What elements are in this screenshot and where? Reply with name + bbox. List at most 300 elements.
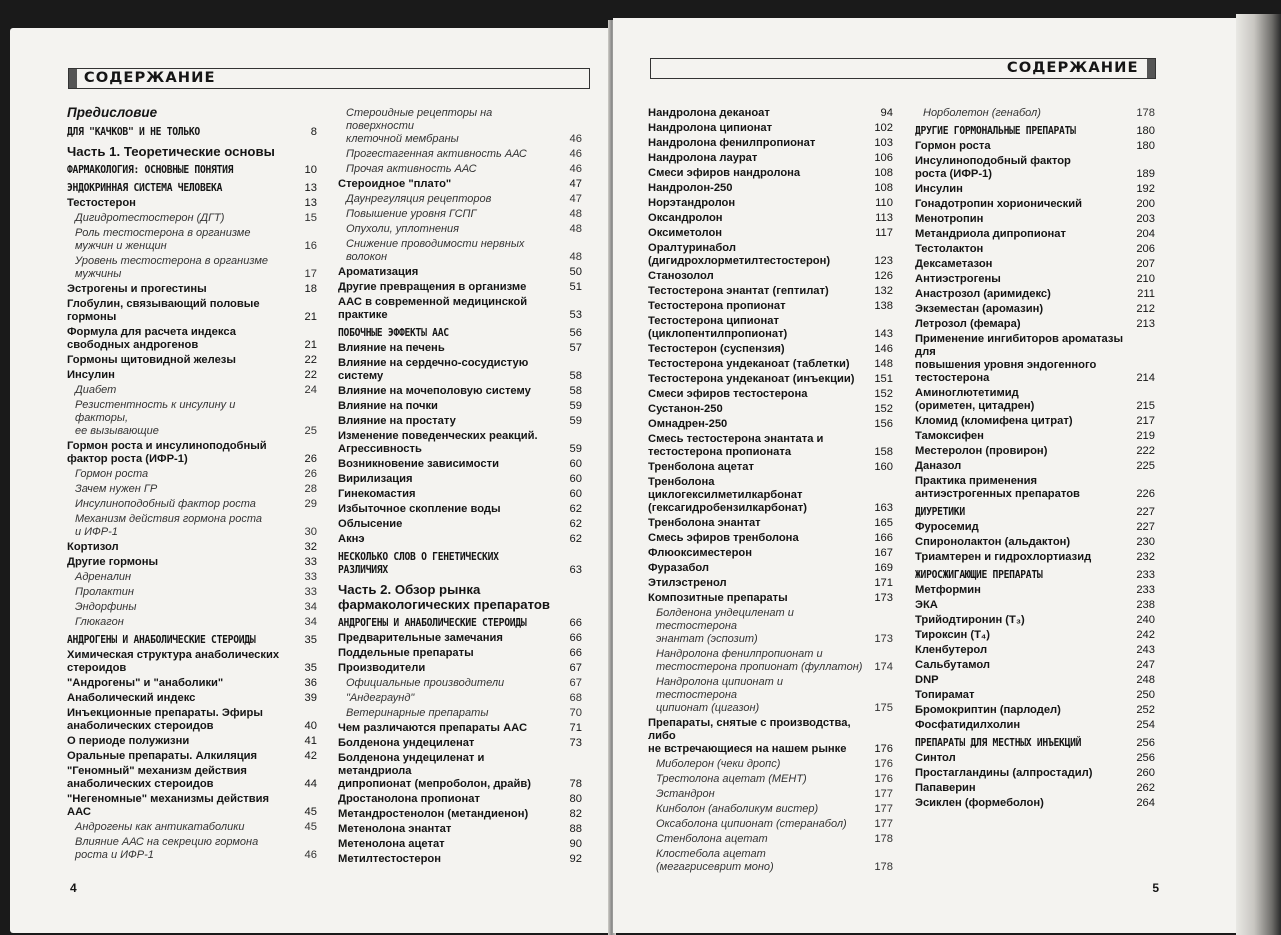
toc-entry-title: Глюкагон xyxy=(75,616,124,628)
toc-entry xyxy=(338,106,582,147)
toc-entry xyxy=(648,647,893,675)
toc-entry-title: Метандриола дипропионат xyxy=(915,228,1066,240)
toc-entry xyxy=(338,487,582,502)
toc-entry xyxy=(338,177,582,192)
toc-entry xyxy=(648,817,893,832)
toc-entry-page: 46 xyxy=(569,148,582,160)
toc-entry-title: Официальные производители xyxy=(346,677,505,689)
toc-entry xyxy=(67,600,317,615)
toc-entry xyxy=(648,357,893,372)
toc-entry-page: 25 xyxy=(304,425,317,437)
toc-entry-page: 26 xyxy=(304,468,317,480)
left-toc-column-2 xyxy=(338,106,582,867)
toc-entry-title: "Андрогены" и "анаболики" xyxy=(67,677,224,689)
toc-entry-title: Инъекционные препараты. Эфиры анаболических стероидов xyxy=(67,707,263,732)
toc-entry-title: Даунрегуляция рецепторов xyxy=(346,193,492,205)
toc-entry-page: 247 xyxy=(1136,659,1155,671)
toc-entry-page: 50 xyxy=(569,266,582,278)
toc-entry xyxy=(338,356,582,384)
toc-entry-title: Норэтандролон xyxy=(648,197,736,209)
toc-entry-title: Облысение xyxy=(338,518,403,530)
toc-entry xyxy=(67,163,317,178)
toc-entry-title: Андрогены как антикатаболики xyxy=(75,821,245,833)
toc-entry-page: 34 xyxy=(304,601,317,613)
toc-entry-title: Тестостерона ундеканоат (таблетки) xyxy=(648,358,850,370)
toc-entry-page: 256 xyxy=(1136,737,1155,749)
toc-entry xyxy=(67,467,317,482)
toc-entry-page: 256 xyxy=(1136,752,1155,764)
toc-entry xyxy=(915,613,1155,628)
toc-entry xyxy=(67,676,317,691)
toc-entry xyxy=(67,540,317,555)
toc-entry-title: Эстрогены и прогестины xyxy=(67,283,207,295)
toc-entry-title: Оксиметолон xyxy=(648,227,723,239)
toc-entry-title: Нандролона фенилпропионат xyxy=(648,137,816,149)
toc-entry-page: 158 xyxy=(874,446,893,458)
toc-entry-title: Нандролона ципионат xyxy=(648,122,773,134)
toc-entry-page: 233 xyxy=(1136,569,1155,581)
toc-entry xyxy=(915,139,1155,154)
toc-entry xyxy=(648,432,893,460)
toc-entry-page: 46 xyxy=(304,849,317,861)
right-header-bar xyxy=(1147,59,1155,78)
toc-entry-title: Производители xyxy=(338,662,426,674)
toc-entry xyxy=(648,136,893,151)
toc-entry-title: Оральные препараты. Алкиляция xyxy=(67,750,258,762)
toc-entry-page: 44 xyxy=(304,778,317,790)
toc-entry-title: Эсиклен (формеболон) xyxy=(915,797,1044,809)
toc-entry xyxy=(67,633,317,648)
toc-entry-title: ДИУРЕТИКИ xyxy=(915,506,965,518)
toc-entry-title: "Геномный" механизм действия анаболических стероидов xyxy=(67,765,247,790)
toc-entry xyxy=(648,196,893,211)
toc-entry xyxy=(67,282,317,297)
toc-entry-page: 177 xyxy=(874,788,893,800)
toc-entry-title: Влияние на печень xyxy=(338,342,445,354)
toc-entry-title: Глобулин, связывающий половые гормоны xyxy=(67,298,260,323)
toc-entry-title: Нандролона лаурат xyxy=(648,152,758,164)
left-header-bar xyxy=(69,69,77,88)
toc-entry-page: 42 xyxy=(304,750,317,762)
toc-entry-title: Избыточное скопление воды xyxy=(338,503,501,515)
toc-entry-page: 215 xyxy=(1136,400,1155,412)
toc-entry-title: ПРЕПАРАТЫ ДЛЯ МЕСТНЫХ ИНЪЕКЦИЙ xyxy=(915,737,1082,749)
toc-entry-title: Болденона ундециленат xyxy=(338,737,475,749)
toc-entry xyxy=(915,796,1155,811)
toc-entry xyxy=(67,181,317,196)
toc-entry xyxy=(67,648,317,676)
toc-entry xyxy=(648,475,893,516)
toc-entry-title: Тамоксифен xyxy=(915,430,984,442)
toc-entry-page: 48 xyxy=(569,251,582,263)
toc-entry xyxy=(648,121,893,136)
toc-entry xyxy=(338,807,582,822)
toc-entry-page: 176 xyxy=(874,743,893,755)
toc-entry xyxy=(915,302,1155,317)
toc-entry-page: 41 xyxy=(304,735,317,747)
left-page xyxy=(10,28,610,933)
toc-entry xyxy=(67,691,317,706)
toc-entry xyxy=(648,516,893,531)
toc-entry-title: Влияние на почки xyxy=(338,400,438,412)
toc-entry xyxy=(67,297,317,325)
toc-entry xyxy=(338,792,582,807)
toc-entry-page: 33 xyxy=(304,586,317,598)
toc-entry-page: 243 xyxy=(1136,644,1155,656)
toc-entry-title: Гормоны щитовидной железы xyxy=(67,354,236,366)
toc-entry-page: 200 xyxy=(1136,198,1155,210)
toc-entry xyxy=(915,688,1155,703)
toc-entry-title: Гормон роста xyxy=(915,140,991,152)
toc-entry-title: Местеролон (провирон) xyxy=(915,445,1048,457)
toc-entry-title: ФАРМАКОЛОГИЯ: ОСНОВНЫЕ ПОНЯТИЯ xyxy=(67,164,234,176)
toc-entry-page: 15 xyxy=(304,212,317,224)
toc-entry-page: 177 xyxy=(874,818,893,830)
toc-entry xyxy=(338,517,582,532)
toc-entry-title: Сальбутамол xyxy=(915,659,991,671)
toc-entry-page: 262 xyxy=(1136,782,1155,794)
toc-entry xyxy=(915,272,1155,287)
toc-entry-title: Эндорфины xyxy=(75,601,137,613)
toc-entry xyxy=(338,691,582,706)
toc-entry-page: 59 xyxy=(569,443,582,455)
toc-entry xyxy=(67,570,317,585)
toc-entry xyxy=(915,505,1155,520)
toc-entry-title: Фуразабол xyxy=(648,562,710,574)
toc-entry xyxy=(338,280,582,295)
toc-entry-title: Кинболон (анаболикум вистер) xyxy=(656,803,819,815)
toc-entry xyxy=(915,520,1155,535)
toc-entry-page: 36 xyxy=(304,677,317,689)
toc-entry-title: Эстандрон xyxy=(656,788,715,800)
toc-entry-title: Болденона ундециленат и тестостерона энантат (эспозит) xyxy=(656,607,794,645)
toc-entry-title: Пролактин xyxy=(75,586,134,598)
toc-entry-title: Прогестагенная активность ААС xyxy=(346,148,527,160)
toc-entry-page: 106 xyxy=(874,152,893,164)
toc-entry-page: 8 xyxy=(310,126,317,138)
toc-entry xyxy=(915,643,1155,658)
toc-entry xyxy=(648,546,893,561)
toc-entry-page: 62 xyxy=(569,533,582,545)
toc-entry-page: 63 xyxy=(569,564,582,576)
toc-entry-title: Тестостерон (суспензия) xyxy=(648,343,785,355)
toc-entry-page: 260 xyxy=(1136,767,1155,779)
toc-entry-page: 22 xyxy=(304,354,317,366)
toc-entry-page: 180 xyxy=(1136,140,1155,152)
toc-entry xyxy=(648,802,893,817)
toc-entry xyxy=(915,154,1155,182)
toc-entry-title: Тренболона циклогексилметилкарбонат (гексагидробензилкарбонат) xyxy=(648,476,807,514)
toc-entry-page: 51 xyxy=(569,281,582,293)
toc-entry-title: Влияние на простату xyxy=(338,415,456,427)
toc-entry xyxy=(915,444,1155,459)
toc-entry-page: 222 xyxy=(1136,445,1155,457)
toc-entry-page: 60 xyxy=(569,458,582,470)
toc-entry-title: Гинекомастия xyxy=(338,488,416,500)
toc-entry-page: 117 xyxy=(875,227,893,239)
toc-entry-title: Фуросемид xyxy=(915,521,979,533)
toc-entry xyxy=(67,749,317,764)
toc-entry-title: Флюоксиместерон xyxy=(648,547,753,559)
toc-entry-page: 230 xyxy=(1136,536,1155,548)
toc-entry xyxy=(67,706,317,734)
toc-entry-title: Зачем нужен ГР xyxy=(75,483,158,495)
toc-entry-page: 80 xyxy=(569,793,582,805)
right-header-title: СОДЕРЖАНИЕ xyxy=(1006,60,1139,76)
toc-entry xyxy=(915,781,1155,796)
toc-entry xyxy=(915,628,1155,643)
toc-entry-title: Практика применения антиэстрогенных препаратов xyxy=(915,475,1080,500)
toc-entry-title: Даназол xyxy=(915,460,962,472)
toc-entry-page: 227 xyxy=(1136,521,1155,533)
toc-entry-title: Ароматизация xyxy=(338,266,419,278)
toc-entry-page: 204 xyxy=(1136,228,1155,240)
toc-entry-title: Оралтуринабол (дигидрохлорметилтестостерон) xyxy=(648,242,831,267)
toc-entry xyxy=(648,269,893,284)
toc-entry-page: 180 xyxy=(1136,125,1155,137)
toc-entry-page: 67 xyxy=(569,677,582,689)
toc-entry-page: 233 xyxy=(1136,584,1155,596)
toc-entry-title: Изменение поведенческих реакций. Агрессивность xyxy=(338,430,538,455)
toc-entry-title: ЭКА xyxy=(915,599,938,611)
toc-entry xyxy=(648,716,893,757)
toc-entry xyxy=(67,482,317,497)
toc-entry xyxy=(648,832,893,847)
toc-entry xyxy=(67,325,317,353)
toc-entry xyxy=(915,242,1155,257)
toc-entry-page: 13 xyxy=(304,197,317,209)
toc-entry-title: Формула для расчета индекса свободных андрогенов xyxy=(67,326,236,351)
toc-entry-title: Другие превращения в организме xyxy=(338,281,527,293)
toc-entry xyxy=(648,787,893,802)
toc-entry-title: Стероидные рецепторы на поверхности клеточной мембраны xyxy=(346,107,493,145)
left-header-title: СОДЕРЖАНИЕ xyxy=(83,70,216,86)
toc-entry-page: 152 xyxy=(874,388,893,400)
toc-entry-page: 210 xyxy=(1136,273,1155,285)
toc-entry-page: 156 xyxy=(874,418,893,430)
toc-entry-page: 178 xyxy=(874,833,893,845)
toc-entry xyxy=(67,512,317,540)
toc-entry-title: Инсулин xyxy=(67,369,115,381)
toc-entry-page: 94 xyxy=(880,107,893,119)
toc-entry-page: 18 xyxy=(304,283,317,295)
toc-entry-page: 189 xyxy=(1136,168,1155,180)
toc-entry-title: DNP xyxy=(915,674,939,686)
toc-entry-page: 62 xyxy=(569,518,582,530)
toc-entry xyxy=(915,106,1155,121)
toc-entry-title: Тестостерона энантат (гептилат) xyxy=(648,285,829,297)
toc-entry-page: 26 xyxy=(304,453,317,465)
toc-entry-title: Гонадотропин хорионический xyxy=(915,198,1083,210)
toc-entry xyxy=(648,151,893,166)
toc-entry xyxy=(338,706,582,721)
toc-entry xyxy=(648,675,893,716)
toc-entry-page: 176 xyxy=(874,758,893,770)
toc-entry-title: Стероидное "плато" xyxy=(338,178,452,190)
toc-entry-title: Экземестан (аромазин) xyxy=(915,303,1044,315)
toc-entry-title: Болденона ундециленат и метандриола дипропионат (мепроболон, драйв) xyxy=(338,752,531,790)
toc-entry xyxy=(648,299,893,314)
toc-entry xyxy=(338,207,582,222)
toc-entry-page: 10 xyxy=(304,164,317,176)
toc-entry xyxy=(67,615,317,630)
toc-entry-page: 39 xyxy=(304,692,317,704)
toc-entry xyxy=(338,837,582,852)
toc-entry-title: Нандролона фенилпропионат и тестостерона пропионат (фуллатон) xyxy=(656,648,863,673)
toc-entry-title: "Андеграунд" xyxy=(346,692,415,704)
right-toc-column-2 xyxy=(915,106,1155,811)
toc-entry-title: ЭНДОКРИННАЯ СИСТЕМА ЧЕЛОВЕКА xyxy=(67,182,223,194)
toc-entry-page: 126 xyxy=(874,270,893,282)
toc-entry-title: Часть 1. Теоретические основы xyxy=(67,144,275,159)
toc-entry-title: Механизм действия гормона роста и ИФР-1 xyxy=(75,513,263,538)
toc-entry-page: 166 xyxy=(874,532,893,544)
toc-entry-page: 248 xyxy=(1136,674,1155,686)
toc-entry-page: 108 xyxy=(874,167,893,179)
toc-entry-page: 177 xyxy=(874,803,893,815)
toc-entry-title: Предисловие xyxy=(67,105,158,120)
toc-entry-title: Снижение проводимости нервных волокон xyxy=(346,238,525,263)
toc-entry-page: 22 xyxy=(304,369,317,381)
toc-entry-title: Бромокриптин (парлодел) xyxy=(915,704,1061,716)
toc-entry-page: 232 xyxy=(1136,551,1155,563)
toc-entry-title: Метенолона энантат xyxy=(338,823,452,835)
toc-entry-page: 28 xyxy=(304,483,317,495)
toc-entry xyxy=(338,736,582,751)
toc-entry-title: Сустанон-250 xyxy=(648,403,723,415)
toc-entry-title: Применение ингибиторов ароматазы для повышения уровня эндогенного тестостерона xyxy=(915,333,1124,384)
toc-entry xyxy=(915,182,1155,197)
toc-entry-page: 45 xyxy=(304,821,317,833)
toc-entry-page: 123 xyxy=(874,255,893,267)
toc-entry-title: Дексаметазон xyxy=(915,258,993,270)
toc-entry-title: Оксандролон xyxy=(648,212,723,224)
toc-entry-title: Возникновение зависимости xyxy=(338,458,499,470)
toc-entry-page: 60 xyxy=(569,473,582,485)
toc-entry-page: 47 xyxy=(569,193,582,205)
toc-entry-title: Папаверин xyxy=(915,782,976,794)
toc-entry-page: 108 xyxy=(874,182,893,194)
toc-entry xyxy=(915,317,1155,332)
left-toc-column-1 xyxy=(67,104,317,863)
toc-entry-title: Чем различаются препараты ААС xyxy=(338,722,528,734)
toc-entry xyxy=(67,254,317,282)
toc-entry xyxy=(67,196,317,211)
toc-entry-page: 160 xyxy=(874,461,893,473)
toc-entry xyxy=(915,673,1155,688)
toc-entry-page: 169 xyxy=(874,562,893,574)
toc-entry-title: Станозолол xyxy=(648,270,714,282)
toc-entry-page: 33 xyxy=(304,556,317,568)
toc-entry-page: 47 xyxy=(569,178,582,190)
toc-entry-page: 225 xyxy=(1136,460,1155,472)
toc-entry-page: 178 xyxy=(1136,107,1155,119)
toc-entry-title: Роль тестостерона в организме мужчин и женщин xyxy=(75,227,251,252)
toc-entry-title: Этилэстренол xyxy=(648,577,727,589)
toc-entry-title: Акнэ xyxy=(338,533,365,545)
toc-entry xyxy=(338,429,582,457)
toc-entry-title: Анастрозол (аримидекс) xyxy=(915,288,1051,300)
toc-entry xyxy=(915,332,1155,386)
toc-entry-page: 67 xyxy=(569,662,582,674)
toc-entry xyxy=(338,384,582,399)
toc-entry xyxy=(648,847,893,875)
toc-entry-title: ДЛЯ "КАЧКОВ" И НЕ ТОЛЬКО xyxy=(67,126,200,138)
toc-entry-title: Влияние на сердечно-сосудистую систему xyxy=(338,357,529,382)
toc-entry-title: Смесь тестостерона энантата и тестостерона пропионата xyxy=(648,433,824,458)
toc-entry-page: 165 xyxy=(874,517,893,529)
toc-entry-title: Опухоли, уплотнения xyxy=(346,223,460,235)
toc-entry-title: Кортизол xyxy=(67,541,119,553)
toc-entry-title: Влияние ААС на секрецию гормона роста и ИФР-1 xyxy=(75,836,259,861)
toc-entry-page: 60 xyxy=(569,488,582,500)
page-stack-edge xyxy=(1236,14,1281,935)
toc-entry xyxy=(338,661,582,676)
toc-entry xyxy=(67,226,317,254)
right-page xyxy=(613,18,1239,933)
toc-entry xyxy=(915,429,1155,444)
toc-entry xyxy=(338,751,582,792)
toc-entry-title: Тироксин (Т₄) xyxy=(915,629,990,641)
toc-entry-page: 113 xyxy=(875,212,893,224)
toc-entry-title: Стенболона ацетат xyxy=(656,833,768,845)
toc-entry xyxy=(338,852,582,867)
toc-entry-page: 30 xyxy=(304,526,317,538)
toc-entry xyxy=(67,734,317,749)
toc-entry xyxy=(648,241,893,269)
toc-entry xyxy=(648,531,893,546)
toc-entry xyxy=(338,147,582,162)
toc-entry-page: 264 xyxy=(1136,797,1155,809)
toc-entry-page: 17 xyxy=(304,268,317,280)
toc-entry xyxy=(67,125,317,140)
toc-entry-page: 238 xyxy=(1136,599,1155,611)
toc-entry xyxy=(648,402,893,417)
toc-entry-title: Метенолона ацетат xyxy=(338,838,445,850)
toc-entry xyxy=(648,211,893,226)
toc-entry-page: 103 xyxy=(874,137,893,149)
toc-entry-title: Анаболический индекс xyxy=(67,692,196,704)
toc-entry-page: 45 xyxy=(304,806,317,818)
toc-entry xyxy=(338,721,582,736)
toc-entry xyxy=(338,341,582,356)
toc-entry-title: Адреналин xyxy=(75,571,132,583)
toc-entry xyxy=(338,399,582,414)
toc-entry-page: 206 xyxy=(1136,243,1155,255)
toc-entry-page: 46 xyxy=(569,133,582,145)
toc-entry xyxy=(915,535,1155,550)
toc-entry-page: 214 xyxy=(1136,372,1155,384)
toc-entry xyxy=(67,835,317,863)
toc-entry-page: 151 xyxy=(874,373,893,385)
toc-entry-page: 48 xyxy=(569,223,582,235)
toc-entry-page: 110 xyxy=(875,197,893,209)
toc-entry-page: 178 xyxy=(874,861,893,873)
toc-entry-page: 66 xyxy=(569,647,582,659)
toc-entry-page: 33 xyxy=(304,571,317,583)
toc-entry-page: 90 xyxy=(569,838,582,850)
toc-entry-page: 92 xyxy=(569,853,582,865)
toc-entry xyxy=(648,561,893,576)
toc-entry-page: 58 xyxy=(569,385,582,397)
toc-entry xyxy=(915,124,1155,139)
toc-entry-page: 46 xyxy=(569,163,582,175)
toc-entry xyxy=(338,676,582,691)
toc-entry xyxy=(338,646,582,661)
toc-entry-title: Тренболона энантат xyxy=(648,517,761,529)
toc-entry xyxy=(67,792,317,820)
right-header-box xyxy=(650,58,1156,79)
